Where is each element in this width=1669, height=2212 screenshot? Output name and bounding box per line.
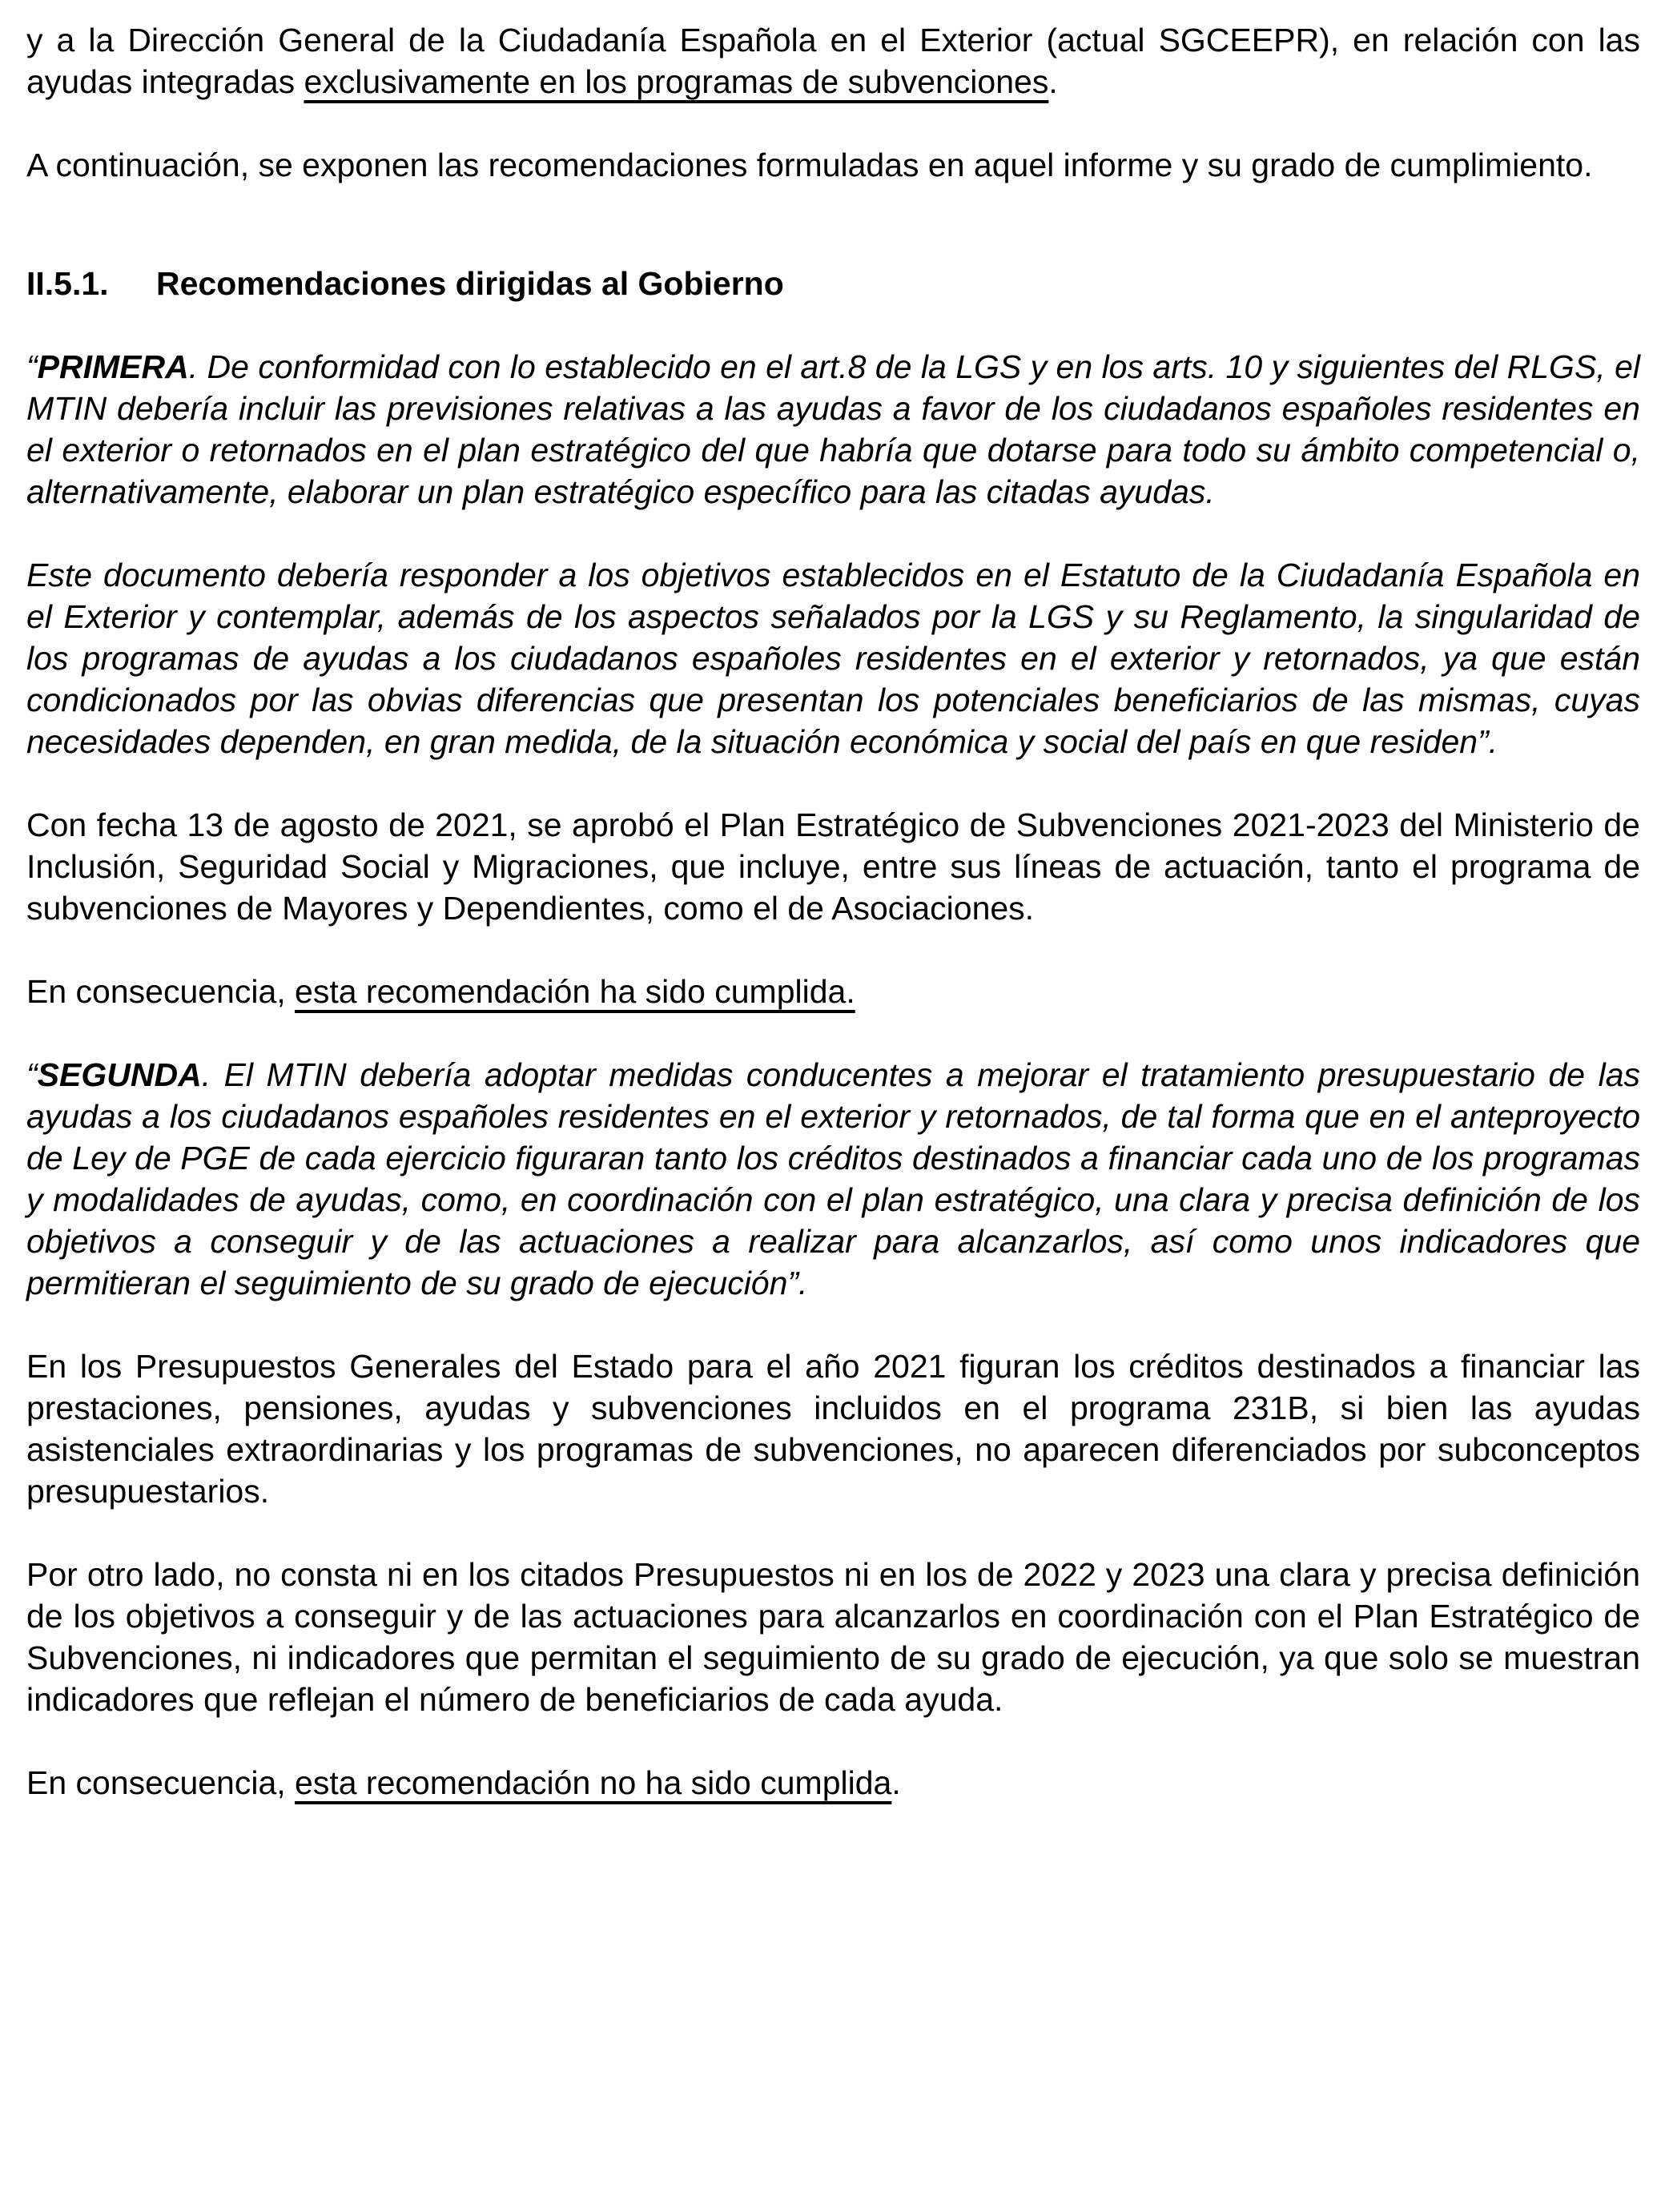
quote-primera-paragraph-1 <box>26 346 1640 513</box>
underlined-phrase-cumplida: esta recomendación ha sido cumplida. <box>295 973 855 1010</box>
quote-text-run: . De conformidad con lo establecido en el art.8 de la LGS y en los arts. 10 y siguientes del RLGS, el MTIN debería incluir las previsiones relativas a las ayudas a favor de los ciudadanos españoles residentes en el exterior o retornados en el plan estratégico del que habría que dotarse para todo su ámbito competencial o, alternativamente, elaborar un plan estratégico específico para las citadas ayudas. <box>26 348 1640 510</box>
text-run: En consecuencia, <box>26 1764 296 1801</box>
paragraph-intro-continuation <box>26 19 1640 103</box>
underlined-phrase-subvenciones: exclusivamente en los programas de subvenciones <box>304 63 1049 100</box>
quote-lead-word-primera: PRIMERA <box>37 348 189 385</box>
paragraph-conclusion-cumplida <box>26 971 1640 1012</box>
text-run: y a la Dirección General de la Ciudadanía Española en el Exterior (actual SGCEEPR), en relación con las ayudas integradas <box>26 22 1640 100</box>
text-run: . <box>891 1764 901 1801</box>
section-number: II.5.1. <box>26 265 109 302</box>
section-title: Recomendaciones dirigidas al Gobierno <box>156 265 784 302</box>
open-quote-mark: “ <box>26 348 38 385</box>
paragraph-conclusion-no-cumplida <box>26 1762 1640 1804</box>
quote-primera-paragraph-2: Este documento debería responder a los objetivos establecidos en el Estatuto de la Ciudadanía Española en el Exterior y contemplar, además de los aspectos señalados por la LGS y su Reglamento, la singularidad de los programas de ayudas a los ciudadanos españoles residentes en el exterior y retornados, ya que están condicionados por las obvias diferencias que presentan los potenciales beneficiarios de las mismas, cuyas necesidades dependen, en gran medida, de la situación económica y social del país en que residen”. <box>26 557 1640 760</box>
section-heading <box>26 263 1640 304</box>
paragraph-plan-estrategico: Con fecha 13 de agosto de 2021, se aprobó el Plan Estratégico de Subvenciones 2021-2023 del Ministerio de Inclusión, Seguridad Social y Migraciones, que incluye, entre sus líneas de actuación, tanto el programa de subvenciones de Mayores y Dependientes, como el de Asociaciones. <box>26 806 1640 927</box>
text-run: . <box>1048 63 1058 100</box>
quote-segunda <box>26 1054 1640 1304</box>
open-quote-mark: “ <box>26 1056 38 1093</box>
text-run: En consecuencia, <box>26 973 296 1010</box>
paragraph-por-otro-lado: Por otro lado, no consta ni en los citados Presupuestos ni en los de 2022 y 2023 una clara y precisa definición de los objetivos a conseguir y de las actuaciones para alcanzarlos en coordinación con el Plan Estratégico de Subvenciones, ni indicadores que permitan el seguimiento de su grado de ejecución, ya que solo se muestran indicadores que reflejan el número de beneficiarios de cada ayuda. <box>26 1556 1640 1718</box>
paragraph-presupuestos-2021: En los Presupuestos Generales del Estado para el año 2021 figuran los créditos destinados a financiar las prestaciones, pensiones, ayudas y subvenciones incluidos en el programa 231B, si bien las ayudas asistenciales extraordinarias y los programas de subvenciones, no aparecen diferenciados por subconceptos presupuestarios. <box>26 1348 1640 1510</box>
underlined-phrase-no-cumplida: esta recomendación no ha sido cumplida <box>295 1764 892 1801</box>
quote-lead-word-segunda: SEGUNDA <box>37 1056 202 1093</box>
quote-text-run: . El MTIN debería adoptar medidas conducentes a mejorar el tratamiento presupuestario de las ayudas a los ciudadanos españoles residentes en el exterior y retornados, de tal forma que en el anteproyecto de Ley de PGE de cada ejercicio figuraran tanto los créditos destinados a financiar cada uno de los programas y modalidades de ayudas, como, en coordinación con el plan estratégico, una clara y precisa definición de los objetivos a conseguir y de las actuaciones a realizar para alcanzarlos, así como unos indicadores que permitieran el seguimiento de su grado de ejecución”. <box>26 1056 1640 1301</box>
paragraph-a-continuacion: A continuación, se exponen las recomendaciones formuladas en aquel informe y su grado de cumplimiento. <box>26 147 1593 183</box>
